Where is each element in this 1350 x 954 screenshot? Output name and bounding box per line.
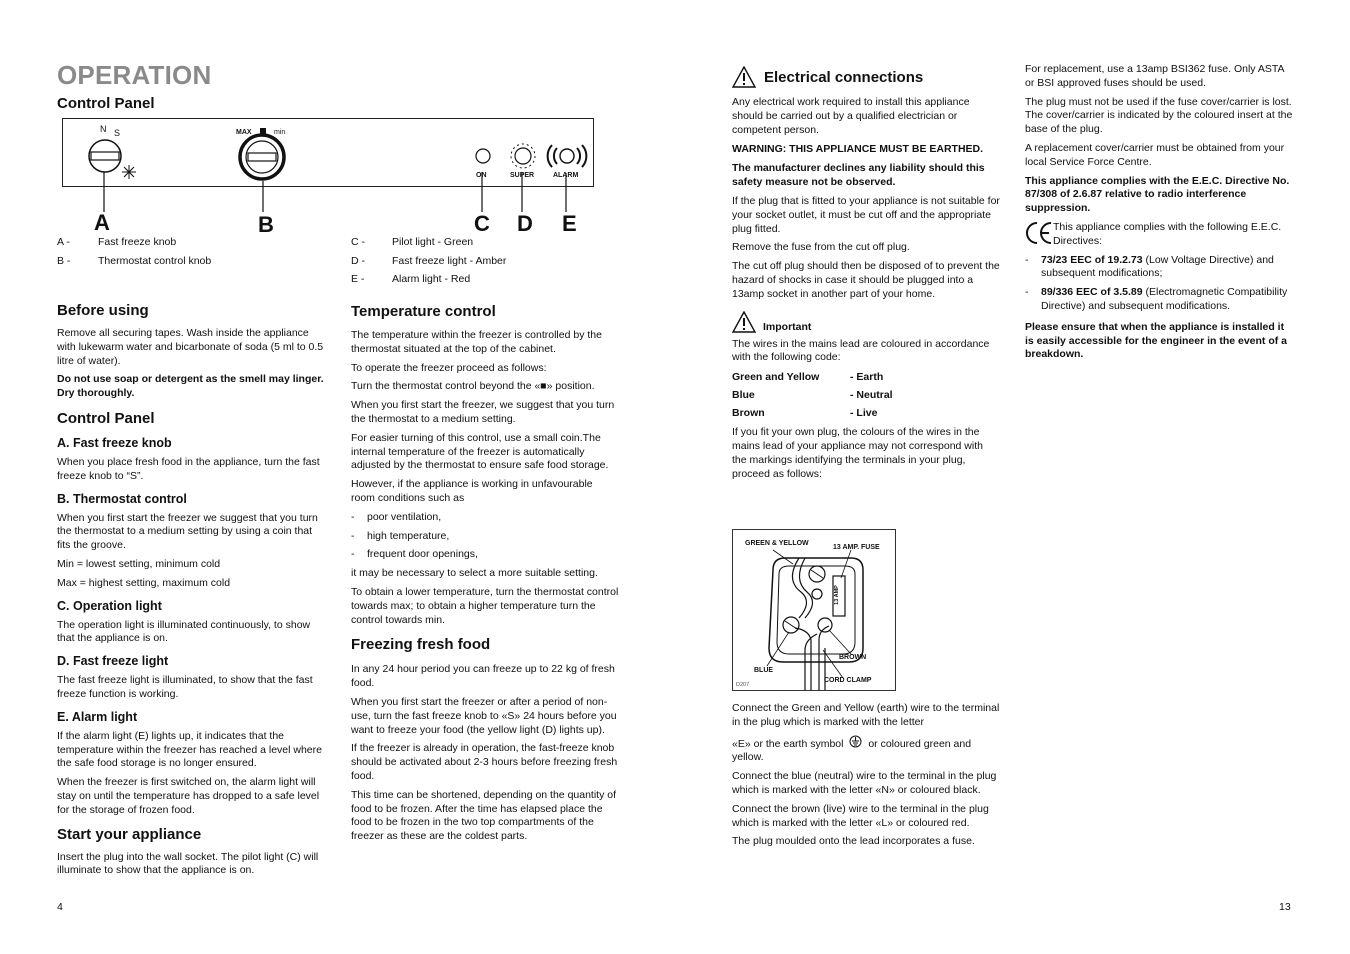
list-item: - frequent door openings, <box>351 548 478 561</box>
moulded-plug-text: The plug moulded onto the lead incorporates a fuse. <box>732 835 975 848</box>
operation-light-text: The operation light is illuminated continuously, to show that the appliance is on. <box>57 618 311 645</box>
electrical-text-3: If the plug that is fitted to your appliance is not suitable for your socket outlet, it must be cut off and the appropriate plug fitted. <box>732 194 1000 235</box>
temperature-text-6: However, if the appliance is working in unfavourable room conditions such as <box>351 478 593 504</box>
callout-a: A <box>94 210 110 235</box>
eec-compliance-text: This appliance complies with the E.E.C. Directive No. 87/308 of 2.6.87 relative to radio interference suppression. <box>1025 174 1290 215</box>
list-item: - poor ventilation, <box>351 510 442 523</box>
wire-meaning: - Earth <box>850 371 884 384</box>
alarm-light-text-2: When the freezer is first switched on, the alarm light will stay on until the temperature has dropped to a safe level for the storage of frozen food. <box>57 776 320 816</box>
connect-earth-line <box>732 735 1002 766</box>
middle-column <box>351 303 619 849</box>
right-column-2 <box>1025 63 1295 367</box>
brown-label: BROWN <box>839 654 867 661</box>
important-heading-row <box>732 311 1000 333</box>
fast-freeze-light-text: The fast freeze light is illuminated, to show that the fast freeze function is working. <box>57 674 313 700</box>
control-panel-diagram <box>62 118 594 187</box>
fast-freeze-knob-icon <box>89 140 121 172</box>
fuse-body-label: 13 AMP <box>833 585 840 605</box>
temperature-text-5: For easier turning of this control, use a small coin.The internal temperature of the freezer is automatically adjusted by the thermostat to ensure safe food storage. <box>351 431 609 472</box>
cord-clamp-label: CORD CLAMP <box>824 677 872 684</box>
electrical-text-5: The cut off plug should then be disposed of to prevent the hazard of shocks in case it should be plugged into a 13amp socket in another part of your home. <box>732 260 1000 300</box>
important-text-1: The wires in the mains lead are coloured in accordance with the following code: <box>732 337 990 364</box>
freezing-text-3: If the freezer is already in operation, the fast-freeze knob should be activated about 2-3 hours before freezing fresh food. <box>351 742 618 782</box>
temperature-control-heading: Temperature control <box>351 303 496 320</box>
legend-key-a: A - <box>57 236 70 248</box>
temperature-text-2: To operate the freezer proceed as follows: <box>351 361 547 374</box>
start-appliance-text: Insert the plug into the wall socket. The pilot light (C) will illuminate to show that the appliance is on. <box>57 850 319 877</box>
left-column <box>57 302 325 883</box>
legend-key-e: E - <box>351 273 365 285</box>
fast-freeze-knob-text: When you place fresh food in the appliance, turn the fast freeze knob to “S”. <box>57 455 320 482</box>
alarm-light-heading: E. Alarm light <box>57 709 138 724</box>
legend-text-e: Alarm light - Red <box>392 273 471 285</box>
connection-instructions <box>732 702 1002 854</box>
s-label: S <box>114 128 121 138</box>
plug-wiring-diagram <box>732 529 896 691</box>
fast-freeze-knob-heading: A. Fast freeze knob <box>57 435 172 450</box>
freezing-text-2: When you first start the freezer or after a period of non-use, turn the fast freeze knob to «S» 24 hours before you want to freeze your food (the yellow light (D) lights up). <box>351 695 617 736</box>
important-heading: Important <box>763 320 812 333</box>
pilot-light-icon <box>476 149 490 163</box>
temperature-text-8: To obtain a lower temperature, turn the thermostat control towards max; to obtain a higher temperature turn the control towards min. <box>351 585 619 626</box>
directive-item: - 89/336 EEC of 3.5.89 (Electromagnetic Compatibility Directive) and subsequent modifications. <box>1025 286 1288 312</box>
temperature-text-4: When you first start the freezer, we suggest that you turn the thermostat to a medium setting. <box>351 399 615 425</box>
liability-text: The manufacturer declines any liability should this safety measure not be observed. <box>732 162 985 189</box>
fuse-text-1: For replacement, use a 13amp BSI362 fuse. Only ASTA or BSI approved fuses should be used. <box>1025 63 1284 89</box>
earthed-warning: WARNING: THIS APPLIANCE MUST BE EARTHED. <box>732 143 984 156</box>
thermostat-max-text: Max = highest setting, maximum cold <box>57 576 231 589</box>
start-appliance-heading: Start your appliance <box>57 825 202 843</box>
ce-text: This appliance complies with the following E.E.C. Directives: <box>1053 220 1282 247</box>
green-yellow-label: GREEN & YELLOW <box>745 540 809 547</box>
legend-text-a: Fast freeze knob <box>98 236 177 248</box>
legend-text-d: Fast freeze light - Amber <box>392 255 507 267</box>
ce-mark-icon <box>1025 220 1053 246</box>
legend-key-c: C - <box>351 236 365 248</box>
snowflake-icon <box>122 165 136 179</box>
connect-neutral-text: Connect the blue (neutral) wire to the terminal in the plug which is marked with the letter «N» or coloured black. <box>732 770 997 796</box>
accessibility-note: Please ensure that when the appliance is installed it is easily accessible for the engineer in the event of a breakdown. <box>1025 320 1288 361</box>
blue-label: BLUE <box>754 667 774 674</box>
fast-freeze-light-heading: D. Fast freeze light <box>57 654 169 669</box>
warning-triangle-icon <box>732 311 756 333</box>
fuse-label: 13 AMP. FUSE <box>833 544 880 551</box>
callout-c: C <box>474 211 490 236</box>
electrical-text-1: Any electrical work required to install this appliance should be carried out by a qualified electrician or competent person. <box>732 96 970 136</box>
callout-e: E <box>562 211 577 236</box>
fuse-text-3: A replacement cover/carrier must be obtained from your local Service Force Centre. <box>1025 141 1285 168</box>
min-label: min <box>274 129 286 136</box>
connect-live-text: Connect the brown (live) wire to the terminal in the plug which is marked with the letter «L» or coloured red. <box>732 802 989 829</box>
on-label: ON <box>476 172 487 179</box>
legend-key-d: D - <box>351 255 365 267</box>
legend-text-c: Pilot light - Green <box>392 236 474 248</box>
freezing-text-1: In any 24 hour period you can freeze up to 22 kg of fresh food. <box>351 663 615 690</box>
wire-colour: Blue <box>732 389 755 402</box>
control-panel-subheading: Control Panel <box>57 409 155 427</box>
freezing-text-4: This time can be shortened, depending on the quantity of food to be frozen. After the time has elapsed place the food to be frozen in the two top compartments of the freezer as these are the coldest parts. <box>351 788 617 843</box>
temperature-text-1: The temperature within the freezer is controlled by the thermostat situated at the top of the cabinet. <box>351 329 602 355</box>
max-label: MAX <box>236 129 252 136</box>
alarm-light-icon <box>548 145 587 167</box>
super-light-icon <box>511 144 535 168</box>
fuse-text-2: The plug must not be used if the fuse cover/carrier is lost. The cover/carrier is indicated by the coloured insert at the base of the plug. <box>1025 95 1293 136</box>
connect-earth-text-c: or coloured green and yellow. <box>732 737 972 764</box>
electrical-text-4: Remove the fuse from the cut off plug. <box>732 241 910 254</box>
important-text-2: If you fit your own plug, the colours of the wires in the mains lead of your appliance may not correspond with the markings identifying the terminals in your plug, proceed as follows: <box>732 426 983 480</box>
before-using-warning: Do not use soap or detergent as the smell may linger. Dry thoroughly. <box>57 373 324 400</box>
page-number-left: 4 <box>57 901 63 913</box>
plug-drawing <box>733 530 895 690</box>
legend-key-b: B - <box>57 255 71 267</box>
callout-lines <box>0 0 620 230</box>
page-title: OPERATION <box>57 60 212 90</box>
n-label: N <box>100 124 107 134</box>
callout-b: B <box>258 212 274 237</box>
temperature-text-7: it may be necessary to select a more suitable setting. <box>351 567 598 580</box>
thermostat-control-heading: B. Thermostat control <box>57 491 187 506</box>
page-number-right: 13 <box>1279 901 1291 913</box>
wire-colour: Brown <box>732 407 765 420</box>
electrical-heading: Electrical connections <box>764 68 924 86</box>
warning-triangle-icon <box>732 66 756 88</box>
panel-controls-drawing <box>63 119 593 186</box>
legend-text-b: Thermostat control knob <box>98 255 212 267</box>
before-using-text: Remove all securing tapes. Wash inside the appliance with lukewarm water and bicarbonate of soda (5 ml to 0.5 litre of water). <box>57 327 324 367</box>
thermostat-min-text: Min = lowest setting, minimum cold <box>57 557 221 570</box>
wire-meaning: - Neutral <box>850 389 893 402</box>
connect-earth-text-a: Connect the Green and Yellow (earth) wire to the terminal in the plug which is marked with the letter <box>732 702 1000 728</box>
electrical-heading-row <box>732 66 1000 88</box>
thermostat-control-text: When you first start the freezer we suggest that you turn the thermostat to a medium setting by using a coin that fits the groove. <box>57 511 318 552</box>
thermostat-knob-icon <box>240 135 284 179</box>
alarm-light-text-1: If the alarm light (E) lights up, it indicates that the temperature within the freezer has reached a level where the safe food storage is no longer ensured. <box>57 729 322 770</box>
wire-code-table <box>732 370 1000 426</box>
wire-colour: Green and Yellow <box>732 371 820 384</box>
list-item: - high temperature, <box>351 529 450 542</box>
wire-meaning: - Live <box>850 407 878 420</box>
freezing-heading: Freezing fresh food <box>351 636 491 654</box>
right-column-1 <box>732 66 1000 486</box>
before-using-heading: Before using <box>57 302 149 319</box>
callout-d: D <box>517 211 533 236</box>
temperature-text-3: Turn the thermostat control beyond the «■» position. <box>351 380 595 393</box>
alarm-label: ALARM <box>553 172 579 179</box>
earth-symbol-icon <box>849 735 862 748</box>
control-panel-heading: Control Panel <box>57 95 155 112</box>
super-label: SUPER <box>510 172 535 179</box>
connect-earth-text-b: «E» or the earth symbol <box>732 737 844 750</box>
diagram-code: D207 <box>736 682 750 688</box>
directive-item: - 73/23 EEC of 19.2.73 (Low Voltage Directive) and subsequent modifications; <box>1025 253 1274 280</box>
ce-block <box>1025 221 1295 249</box>
operation-light-heading: C. Operation light <box>57 598 162 613</box>
